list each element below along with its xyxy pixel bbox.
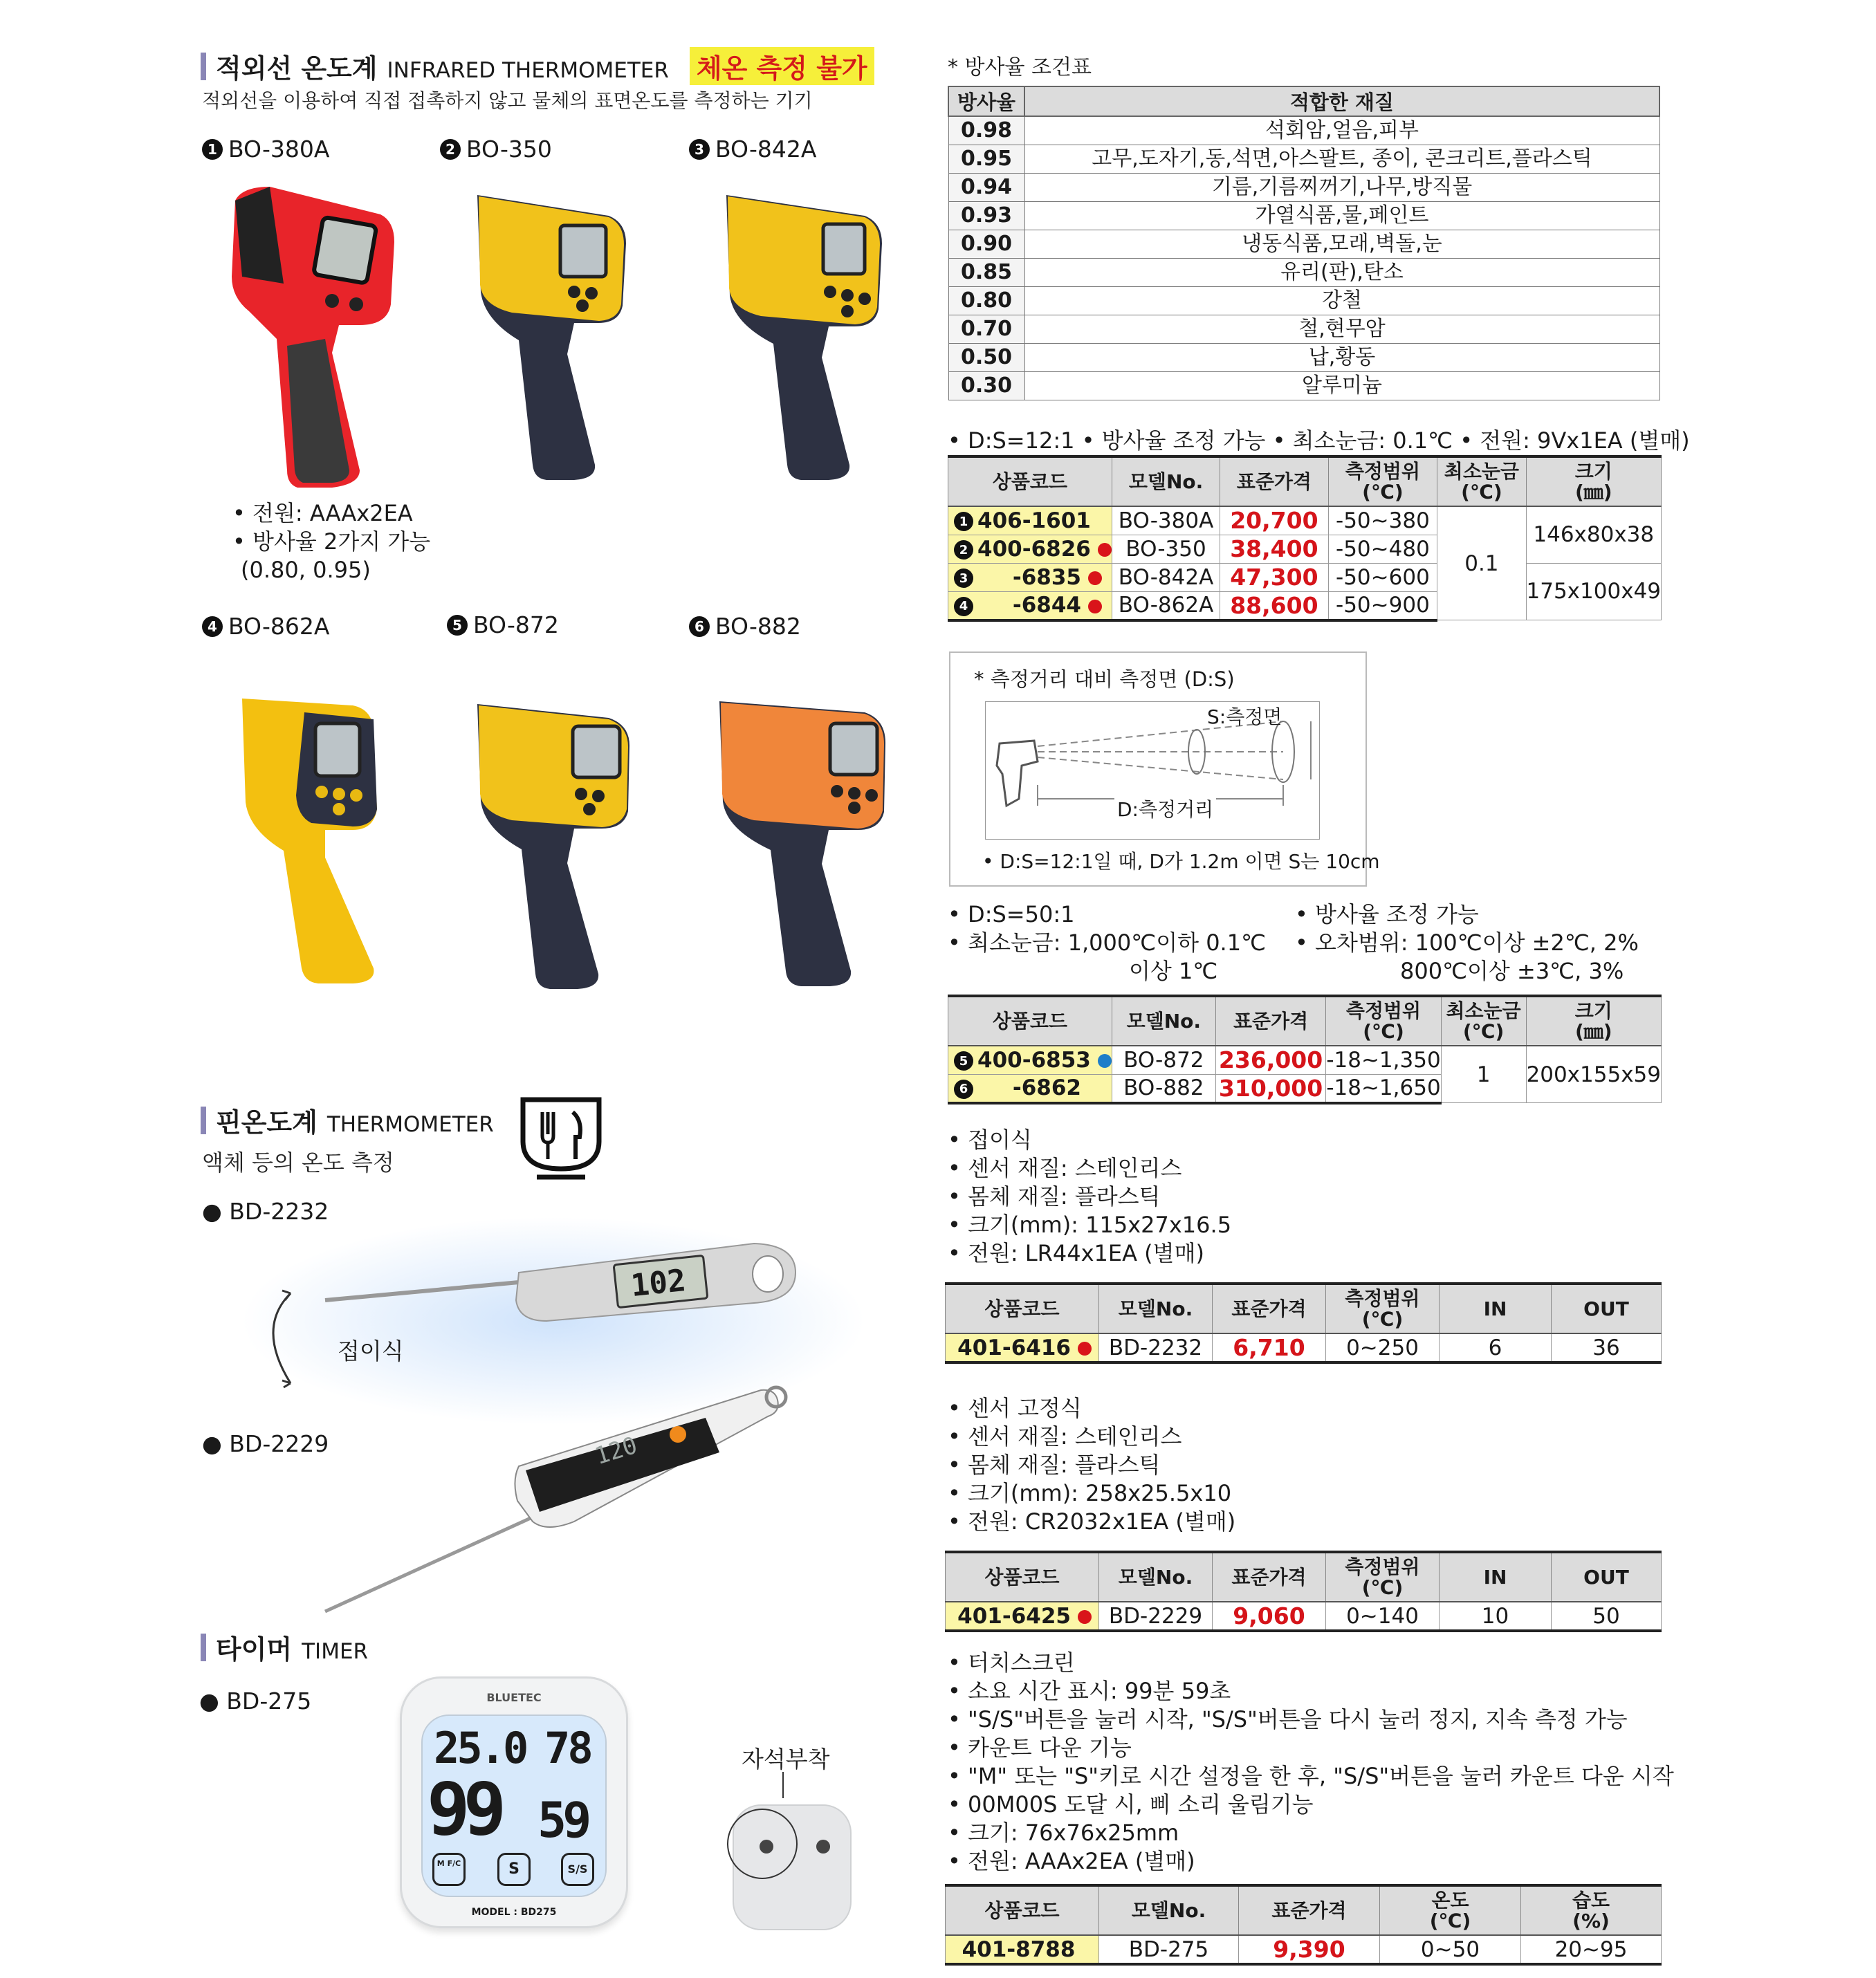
timer-title-en: TIMER bbox=[302, 1639, 369, 1664]
blue-dot-icon bbox=[1098, 1054, 1112, 1068]
timer-hum-readout: 78 bbox=[544, 1723, 591, 1773]
section-accent-bar bbox=[201, 53, 206, 80]
table-row: 0.93 가열식품,물,페인트 bbox=[948, 201, 1659, 230]
model-label-5: 5 BO-872 bbox=[447, 611, 559, 638]
bo-872-image bbox=[470, 690, 643, 995]
range-header: 측정범위 (℃) bbox=[1345, 1286, 1420, 1331]
fold-label: 접이식 bbox=[338, 1338, 404, 1365]
model-label-4: 4 BO-862A bbox=[202, 613, 329, 640]
bo-862a-image bbox=[235, 685, 401, 989]
ir-title-en: INFRARED THERMOMETER bbox=[387, 58, 669, 83]
red-dot-icon bbox=[1078, 1342, 1092, 1356]
bo-882-image bbox=[712, 687, 899, 992]
table-row: 3 -6835 BO-842A 47,300 -50~600 175x100x49 bbox=[948, 563, 1662, 591]
timer-section-title bbox=[201, 1628, 368, 1666]
model-label-6: 6 BO-882 bbox=[689, 613, 801, 640]
temp-header: 온도 (℃) bbox=[1429, 1888, 1471, 1932]
timer-bullets: • 터치스크린 • 소요 시간 표시: 99분 59초 • "S/S"버튼을 눌러 시작, "S/S"버튼을 다시 눌러 정지, 지속 측정 가능 • 카운트 다운 기능 • "M" 또는 "S"키로 시간 설정을 한 후, "S/S"버튼을 눌러 카운트 다운 시작 • 00M00S 도달 시, 삐 소리 울림기능 • 크기: 76x76x25mm • 전원: AAAx2EA (별매) bbox=[948, 1649, 1674, 1874]
bd-2229-image bbox=[318, 1376, 802, 1618]
table-row: 0.94 기름,기름찌꺼기,나무,방직물 bbox=[948, 173, 1659, 201]
table-row: 4 -6844 BO-862A 88,600 -50~900 bbox=[948, 591, 1662, 620]
timer-screen bbox=[421, 1714, 607, 1897]
size-header: 크기 (㎜) bbox=[1574, 459, 1612, 503]
table-row: 0.85 유리(판),탄소 bbox=[948, 258, 1659, 286]
min-header: 최소눈금 (℃) bbox=[1446, 999, 1521, 1043]
min-header: 최소눈금 (℃) bbox=[1444, 459, 1519, 503]
ir-description: 적외선을 이용하여 직접 접촉하지 않고 물체의 표면온도를 측정하는 기기 bbox=[202, 89, 813, 112]
ir-section-title bbox=[201, 47, 874, 85]
table-row: 401-6416 BD-2232 6,710 0~250 6 36 bbox=[946, 1333, 1662, 1362]
bo-842a-image bbox=[719, 181, 892, 486]
size-cell-b: 175x100x49 bbox=[1526, 563, 1661, 620]
ds-note: • D:S=12:1일 때, D가 1.2m 이면 S는 10cm bbox=[982, 850, 1380, 873]
ds-s-label: S:측정면 bbox=[1207, 705, 1282, 728]
food-safe-icon bbox=[516, 1093, 606, 1183]
ir-title-ko: 적외선 온도계 bbox=[216, 53, 378, 84]
spec2-left: • D:S=50:1 • 최소눈금: 1,000℃이하 0.1℃ 이상 1℃ bbox=[948, 901, 1267, 984]
bd-275-table: 상품코드 모델No. 표준가격 온도 (℃) 습도 (%) 401-8788 BD-275 9,390 0~50 20~95 bbox=[945, 1884, 1662, 1966]
table-row: 0.70 철,현무암 bbox=[948, 315, 1659, 343]
spec2-right: • 방사율 조정 가능 • 오차범위: 100℃이상 ±2℃, 2% 800℃이상 ±3℃, 3% bbox=[1295, 901, 1639, 984]
ir-highlight-warning: 체온 측정 불가 bbox=[690, 47, 874, 85]
ir-product-table-1: 상품코드 모델No. 표준가격 측정범위 (℃) 최소눈금 (℃) 크기 (㎜) 1 406-1601 BO-380A 20,700 -50~380 0.1 146x80x38 2 400-6826 BO-350 38,400 -50~480 3 -6835 BO-842A 47,300 -50~600 175x100x49 4 -6844 BO-862A 88,600 -50~900 bbox=[948, 455, 1662, 622]
table-row: 6 -6862 BO-882 310,000 -18~1,650 bbox=[948, 1074, 1662, 1103]
p1-bullets: • 접이식 • 센서 재질: 스테인리스 • 몸체 재질: 플라스틱 • 크기(mm): 115x27x16.5 • 전원: LR44x1EA (별매) bbox=[948, 1127, 1232, 1266]
table-row: 1 406-1601 BO-380A 20,700 -50~380 0.1 146x80x38 bbox=[948, 506, 1662, 535]
range-header: 측정범위 (℃) bbox=[1345, 1555, 1420, 1599]
timer-back-image bbox=[719, 1771, 858, 1937]
pin-description: 액체 등의 온도 측정 bbox=[202, 1149, 394, 1176]
model-label-2: 2 BO-350 bbox=[440, 136, 552, 163]
table-row: 0.50 납,황동 bbox=[948, 343, 1659, 371]
ir-product-table-2: 상품코드 모델No. 표준가격 측정범위 (℃) 최소눈금 (℃) 크기 (㎜) 5 400-6853 BO-872 236,000 -18~1,350 1 200x155x59 6 -6862 BO-882 310,000 -18~1,650 bbox=[948, 995, 1662, 1104]
red-dot-icon bbox=[1088, 571, 1102, 585]
bo-380a-image bbox=[221, 173, 401, 491]
section-accent-bar bbox=[201, 1107, 206, 1134]
timer-title-ko: 타이머 bbox=[216, 1634, 293, 1665]
red-dot-icon bbox=[1088, 600, 1102, 613]
red-dot-icon bbox=[1098, 543, 1112, 557]
pin-title-en: THERMOMETER bbox=[327, 1112, 494, 1137]
range-header: 측정범위 (℃) bbox=[1345, 999, 1422, 1043]
model-label-3: 3 BO-842A bbox=[689, 136, 816, 163]
ds-heading: * 측정거리 대비 측정면 (D:S) bbox=[974, 667, 1235, 691]
bd-2232-label: ● BD-2232 bbox=[202, 1198, 329, 1225]
bd-2229-label: ● BD-2229 bbox=[202, 1430, 329, 1457]
magnet-label: 자석부착 bbox=[742, 1746, 830, 1773]
table-row: 0.90 냉동식품,모래,벽돌,눈 bbox=[948, 230, 1659, 258]
table-row: 0.80 강철 bbox=[948, 286, 1659, 315]
timer-min-readout: 99 bbox=[427, 1767, 500, 1851]
emissivity-heading: * 방사율 조건표 bbox=[948, 55, 1092, 80]
bd-2232-table: 상품코드 모델No. 표준가격 측정범위 (℃) IN OUT 401-6416 BD-2232 6,710 0~250 6 36 bbox=[945, 1282, 1662, 1364]
timer-temp-readout: 25.0 bbox=[434, 1723, 526, 1773]
timer-brand: BLUETEC bbox=[486, 1691, 542, 1704]
timer-mode-button[interactable]: M F/C bbox=[432, 1853, 466, 1886]
timer-start-stop-button[interactable]: S/S bbox=[561, 1853, 594, 1886]
spec1-line: • D:S=12:1 • 방사율 조정 가능 • 최소눈금: 0.1℃ • 전원: 9Vx1EA (별매) bbox=[948, 427, 1690, 454]
table-row: 2 400-6826 BO-350 38,400 -50~480 bbox=[948, 535, 1662, 563]
bd-275-label: ● BD-275 bbox=[199, 1688, 312, 1714]
size-cell-a: 146x80x38 bbox=[1526, 506, 1661, 563]
ds-d-label: D:측정거리 bbox=[1114, 795, 1216, 822]
table-row: 401-8788 BD-275 9,390 0~50 20~95 bbox=[946, 1935, 1662, 1964]
range-header: 측정범위 (℃) bbox=[1345, 459, 1421, 503]
p2-bullets: • 센서 고정식 • 센서 재질: 스테인리스 • 몸체 재질: 플라스틱 • 크기(mm): 258x25.5x10 • 전원: CR2032x1EA (별매) bbox=[948, 1395, 1236, 1535]
bd-2229-table: 상품코드 모델No. 표준가격 측정범위 (℃) IN OUT 401-6425 BD-2229 9,060 0~140 10 50 bbox=[945, 1551, 1662, 1632]
section-accent-bar bbox=[201, 1634, 206, 1661]
timer-sec-readout: 59 bbox=[537, 1792, 588, 1849]
min-scale-cell: 0.1 bbox=[1437, 506, 1526, 620]
min-scale-cell: 1 bbox=[1441, 1046, 1526, 1103]
table-row: 0.30 알루미늄 bbox=[948, 371, 1659, 400]
timer-s-button[interactable]: S bbox=[497, 1853, 531, 1886]
bd-2232-display: 102 bbox=[629, 1262, 688, 1304]
red-dot-icon bbox=[1078, 1610, 1092, 1624]
emissivity-table: 방사율 적합한 재질 0.98 석회암,얼음,피부 0.95 고무,도자기,동,석면,아스팔트, 종이, 콘크리트,플라스틱 0.94 기름,기름찌꺼기,나무,방직물 0.93 가열식품,물,페인트 0.90 냉동식품,모래,벽돌,눈 0.85 유리(판),탄소 0.80 강철 0.70 철,현무암 0.50 납,황동 0.30 알루미늄 bbox=[948, 86, 1660, 400]
size-header: 크기 (㎜) bbox=[1574, 999, 1612, 1043]
table-row: 0.98 석회암,얼음,피부 bbox=[948, 116, 1659, 145]
table-row: 401-6425 BD-2229 9,060 0~140 10 50 bbox=[946, 1602, 1662, 1631]
ir-380a-note: • 전원: AAAx2EA • 방사율 2가지 가능 (0.80, 0.95) bbox=[232, 500, 431, 583]
model-label-1: 1 BO-380A bbox=[202, 136, 329, 163]
timer-model-print: MODEL : BD275 bbox=[471, 1907, 557, 1918]
table-row: 5 400-6853 BO-872 236,000 -18~1,350 1 200x155x59 bbox=[948, 1046, 1662, 1074]
bo-350-image bbox=[470, 181, 636, 486]
bd-2229-display: 120 bbox=[591, 1431, 641, 1471]
pin-section-title bbox=[201, 1101, 494, 1139]
ds-diagram-box bbox=[949, 651, 1380, 887]
pin-title-ko: 핀온도계 bbox=[216, 1107, 318, 1138]
size-cell: 200x155x59 bbox=[1526, 1046, 1661, 1103]
timer-device bbox=[400, 1676, 628, 1928]
table-row: 0.95 고무,도자기,동,석면,아스팔트, 종이, 콘크리트,플라스틱 bbox=[948, 145, 1659, 173]
ds-diagram bbox=[985, 701, 1320, 840]
hum-header: 습도 (%) bbox=[1572, 1888, 1610, 1932]
